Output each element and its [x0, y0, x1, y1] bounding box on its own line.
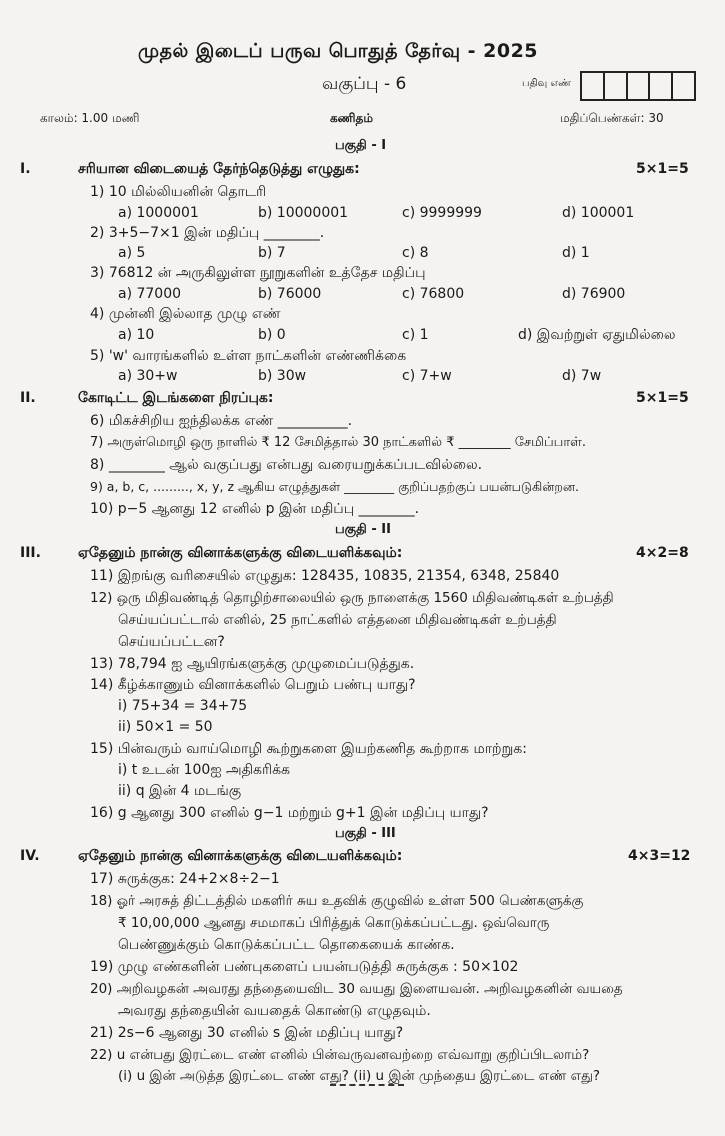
option: c) 1: [402, 327, 429, 343]
option: d) 76900: [562, 286, 626, 302]
end-divider: [330, 1084, 404, 1086]
option: a) 30+w: [118, 368, 178, 384]
question: 16) g ஆனது 300 எனில் g−1 மற்றும் g+1 இன் மதிப்பு யாது?: [90, 805, 489, 821]
sub-question: i) 75+34 = 34+75: [118, 698, 248, 714]
question-continued: (i) u இன் அடுத்த இரட்டை எண் எது? (ii) u இன் முந்தைய இரட்டை எண் எது?: [118, 1068, 601, 1084]
option: d) 1: [562, 245, 590, 261]
sub-question: ii) q இன் 4 மடங்கு: [118, 783, 242, 799]
question: 11) இறங்கு வரிசையில் எழுதுக: 128435, 10835, 21354, 6348, 25840: [90, 568, 560, 584]
section-number: IV.: [20, 848, 40, 864]
question-continued: பெண்ணுக்கும் கொடுக்கப்பட்ட தொகையைக் காண்க.: [118, 937, 455, 953]
option: b) 76000: [258, 286, 322, 302]
total-marks-label: மதிப்பெண்கள்: 30: [560, 111, 664, 125]
section-number: II.: [20, 390, 36, 406]
question: 1) 10 மில்லியனின் தொடரி: [90, 184, 267, 200]
question: 20) அறிவழகன் அவரது தந்தையைவிட 30 வயது இளையவன். அறிவழகனின் வயதை: [90, 981, 623, 997]
option: d) இவற்றுள் ஏதுமில்லை: [518, 327, 676, 343]
question-continued: செய்யப்பட்டால் எனில், 25 நாட்களில் எத்தனை மிதிவண்டிகள் உற்பத்தி: [118, 612, 557, 628]
section-marks: 4×2=8: [636, 545, 689, 561]
option: c) 8: [402, 245, 429, 261]
question-continued: ₹ 10,00,000 ஆனது சமமாகப் பிரித்துக் கொடுக்கப்பட்டது. ஒவ்வொரு: [118, 915, 550, 931]
option: b) 30w: [258, 368, 307, 384]
question: 18) ஓர் அரசுத் திட்டத்தில் மகளிர் சுய உதவிக் குழுவில் உள்ள 500 பெண்களுக்கு: [90, 893, 584, 909]
question: 3) 76812 ன் அருகிலுள்ள நூறுகளின் உத்தேச மதிப்பு: [90, 265, 426, 281]
option: d) 7w: [562, 368, 602, 384]
question: 7) அருள்மொழி ஒரு நாளில் ₹ 12 சேமித்தால் 30 நாட்களில் ₹ ________ சேமிப்பாள்.: [90, 435, 586, 450]
question-continued: செய்யப்பட்டன?: [118, 634, 225, 650]
sub-question: ii) 50×1 = 50: [118, 719, 213, 735]
option: c) 9999999: [402, 205, 482, 221]
section-instruction: கோடிட்ட இடங்களை நிரப்புக:: [78, 390, 274, 406]
section-marks: 5×1=5: [636, 161, 689, 177]
option: b) 10000001: [258, 205, 349, 221]
question: 15) பின்வரும் வாய்மொழி கூற்றுகளை இயற்கணித கூற்றாக மாற்றுக:: [90, 741, 527, 757]
register-number-boxes: [580, 71, 696, 101]
question: 21) 2s−6 ஆனது 30 எனில் s இன் மதிப்பு யாது?: [90, 1025, 404, 1041]
subject-label: கணிதம்: [330, 111, 373, 125]
section-number: III.: [20, 545, 41, 561]
option: c) 7+w: [402, 368, 452, 384]
section-marks: 4×3=12: [628, 848, 691, 864]
section-instruction: சரியான விடையைத் தேர்ந்தெடுத்து எழுதுக:: [78, 161, 360, 177]
part-heading: பகுதி - III: [335, 826, 396, 841]
section-instruction: ஏதேனும் நான்கு வினாக்களுக்கு விடையளிக்கவும்:: [78, 545, 403, 561]
question: 12) ஒரு மிதிவண்டித் தொழிற்சாலையில் ஒரு நாளைக்கு 1560 மிதிவண்டிகள் உற்பத்தி: [90, 590, 614, 606]
question: 9) a, b, c, ........., x, y, z ஆகிய எழுத்துகள் ________ குறிப்பதற்குப் பயன்படுகின்றன.: [90, 479, 580, 494]
question: 10) p−5 ஆனது 12 எனில் p இன் மதிப்பு ________.: [90, 501, 420, 517]
question: 14) கீழ்க்காணும் வினாக்களில் பெறும் பண்பு யாது?: [90, 677, 416, 693]
sub-question: i) t உடன் 100ஐ அதிகரிக்க: [118, 762, 290, 778]
option: a) 5: [118, 245, 146, 261]
question: 5) 'w' வாரங்களில் உள்ள நாட்களின் எண்ணிக்கை: [90, 348, 407, 364]
question: 19) முழு எண்களின் பண்புகளைப் பயன்படுத்தி சுருக்குக : 50×102: [90, 959, 519, 975]
question: 13) 78,794 ஐ ஆயிரங்களுக்கு முழுமைப்படுத்துக.: [90, 656, 415, 672]
section-marks: 5×1=5: [636, 390, 689, 406]
option: a) 1000001: [118, 205, 199, 221]
question: 4) முன்னி இல்லாத முழு எண்: [90, 306, 281, 322]
option: a) 77000: [118, 286, 182, 302]
option: b) 0: [258, 327, 286, 343]
part-heading: பகுதி - II: [335, 522, 391, 537]
question: 8) ________ ஆல் வகுப்பது என்பது வரையறுக்கப்படவில்லை.: [90, 457, 483, 473]
question-continued: அவரது தந்தையின் வயதைக் கொண்டு எழுதவும்.: [118, 1003, 431, 1019]
exam-title: முதல் இடைப் பருவ பொதுத் தேர்வு - 2025: [138, 40, 539, 62]
question: 17) சுருக்குக: 24+2×8÷2−1: [90, 871, 280, 887]
option: d) 100001: [562, 205, 635, 221]
register-number-label: பதிவு எண்: [522, 78, 571, 89]
part-heading: பகுதி - I: [335, 138, 387, 153]
question: 2) 3+5−7×1 இன் மதிப்பு ________.: [90, 225, 325, 241]
question: 22) u என்பது இரட்டை எண் எனில் பின்வருவனவற்றை எவ்வாறு குறிப்பிடலாம்?: [90, 1047, 590, 1063]
question: 6) மிகச்சிறிய ஐந்திலக்க எண் __________.: [90, 413, 353, 429]
time-label: காலம்: 1.00 மணி: [40, 111, 140, 125]
option: c) 76800: [402, 286, 465, 302]
option: a) 10: [118, 327, 155, 343]
class-label: வகுப்பு - 6: [322, 74, 407, 94]
section-number: I.: [20, 161, 31, 177]
section-instruction: ஏதேனும் நான்கு வினாக்களுக்கு விடையளிக்கவும்:: [78, 848, 403, 864]
option: b) 7: [258, 245, 286, 261]
